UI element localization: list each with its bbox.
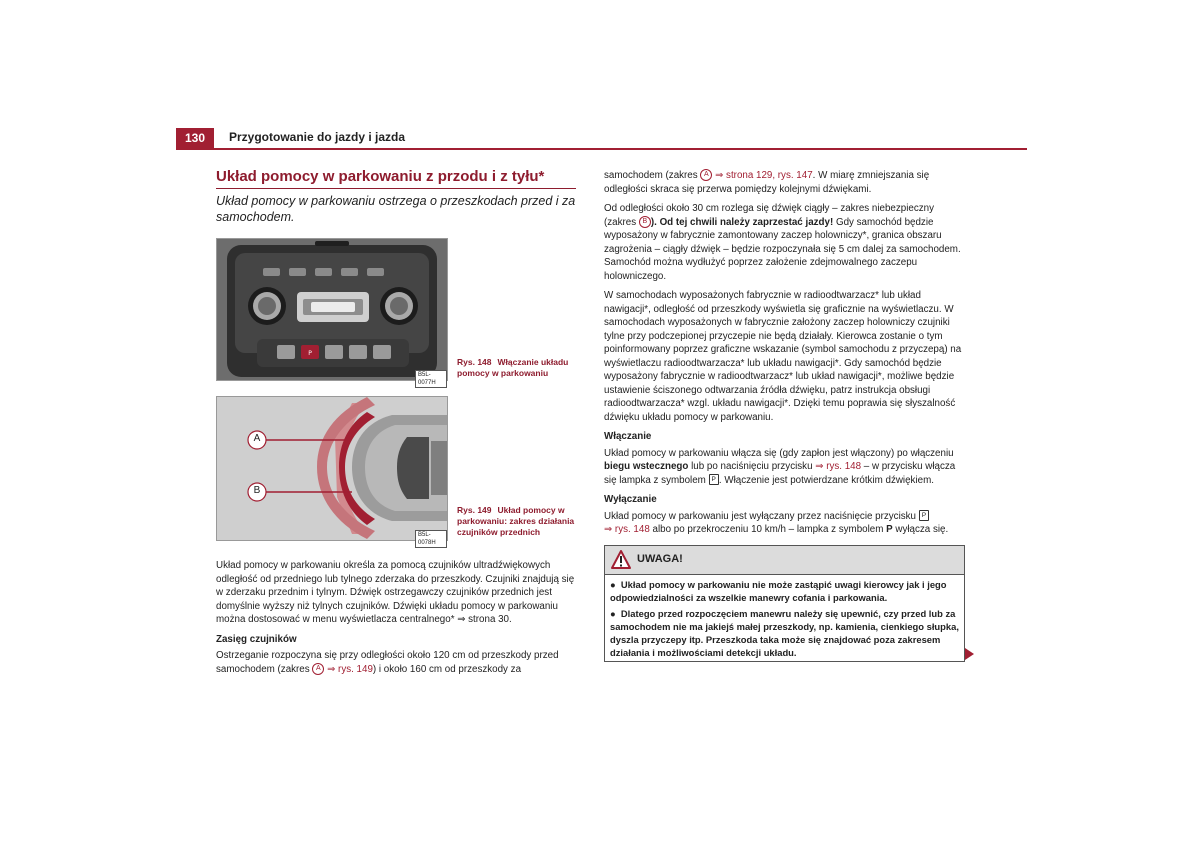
paragraph-display: W samochodach wyposażonych fabrycznie w radioodtwarzacz* lub układ nawigacji*, odległość od przeszkody wyświetla się graficznie na wyświetlaczu. W samochodach wyposażonych w fabrycznie założony zaczep holowniczy czujniki tylne przy podczepionej przyczepie nie będą działały. Kierowca zostanie o tym poinformowany poprzez graficzne wskazanie (symbol samochodu z przyczepą) na wyświetlaczu radioodtwarzacza* lub układu nawigacji*. Gdy samochód będzie wyposażony fabrycznie w radioodtwarzacz* lub układ nawigacji*, możliwe będzie ustawienie ściszonego odtwarzania źródła dźwięku, patrz instrukcja obsługi radioodtwarzacza* wzgl. układu nawigacji*. Dzięki temu poprawia się słyszalność dźwięku układu pomocy w parkowaniu. — [604, 290, 962, 423]
paragraph-wylaczanie — [604, 510, 966, 537]
zasieg-text-b: ) i około 160 cm od przeszkody za — [372, 663, 522, 675]
section-title: Układ pomocy w parkowaniu z przodu i z tyłu* — [216, 168, 545, 185]
header-rule — [176, 148, 1027, 150]
parking-symbol-icon: P — [886, 524, 893, 535]
p2-warning-bold: ). Od tej chwili należy zaprzestać jazdy! — [650, 216, 834, 228]
warning-header — [605, 546, 964, 575]
paragraph-range-b — [604, 202, 966, 283]
p1-text-a: samochodem (zakres — [604, 170, 698, 181]
warning-body — [605, 575, 964, 659]
link-rys-149[interactable]: ⇒ rys. 149 — [327, 663, 373, 675]
zasieg-text-a: Ostrzeganie rozpoczyna się przy odległości około 120 cm od przeszkody przed samochodem (zakres — [216, 650, 559, 675]
figure-148-code: B5L-0077H — [415, 370, 447, 388]
p1-text-b: . W miarę zmniejszania się odległości skraca się przerwa pomiędzy kolejnymi dźwiękami. — [604, 170, 930, 195]
wl-text-c: – w przycisku włącza się lampka z symbolem — [604, 461, 956, 486]
warning-item-text: Dlatego przed rozpoczęciem manewru należy się upewnić, czy przed lub za samochodem nie ma jakiejś małej przeszkody, np. kamienia, cienkiego słupka, dyszla przyczepy itp. Przeszkoda taka może się znajdować poza zakresem działania i możliwościami detekcji układu. — [610, 608, 959, 658]
section-rule — [216, 188, 576, 189]
wl-bold: biegu wstecznego — [604, 461, 689, 472]
warning-triangle-icon — [611, 550, 631, 569]
paragraph-sensors: Układ pomocy w parkowaniu określa za pomocą czujników ultradźwiękowych odległość od przedniego lub tylnego zderzaka do przeszkody. Czujniki znajdują się w zderzaku przednim i tylnym. Dźwięk ostrzegawczy czujników przednich jest domyślnie wyższy niż tylnych czujników. Dźwięki układu pomocy w parkowaniu można dostosować w menu wyświetlacza centralnego* ⇒ strona 30. — [216, 560, 575, 625]
figure-148-caption-text: Włączanie układu pomocy w parkowaniu — [457, 357, 569, 378]
zone-b-symbol: B — [639, 216, 651, 228]
figure-149-caption-text: Układ pomocy w parkowaniu: zakres działania czujników przednich — [457, 505, 575, 537]
zone-a-symbol: A — [312, 663, 324, 675]
warning-item — [610, 607, 960, 659]
link-strona-129[interactable]: ⇒ strona 129, rys. 147 — [715, 170, 813, 181]
figure-149-label: Rys. 149 — [457, 505, 492, 515]
parking-key-icon: P — [919, 510, 929, 521]
p2-text-a: Od odległości około 30 cm rozlega się dźwięk ciągły – zakres niebezpieczny (zakres — [604, 203, 934, 228]
wl-text-d: . Włączenie jest potwierdzane krótkim dźwiękiem. — [718, 474, 934, 486]
figure-149-code: B5L-0078H — [415, 530, 447, 548]
wl-text-a: Układ pomocy w parkowaniu włącza się (gdy zapłon jest włączony) po włączeniu — [604, 447, 954, 459]
continue-arrow-icon — [965, 648, 974, 660]
p2-text-b: Gdy samochód będzie wyposażony w fabrycznie zamontowany zaczep holowniczy*, granica obszaru zagrożenia – ciągły dźwięk – będzie rozpoczynała się 5 cm dalej za samochodem. Samochód można wydłużyć poprzez założenie zdejmowalnego zaczepu holowniczego. — [604, 216, 961, 282]
figure-149 — [216, 396, 448, 546]
heading-wlaczanie: Włączanie — [604, 431, 652, 442]
figure-149-caption — [457, 505, 582, 538]
zone-a-marker: A — [253, 433, 261, 444]
zone-a-symbol: A — [700, 169, 712, 181]
running-header: Przygotowanie do jazdy i jazda — [229, 130, 406, 144]
heading-wylaczanie: Wyłączanie — [604, 494, 657, 505]
climate-panel-illustration — [217, 239, 447, 380]
paragraph-wlaczanie — [604, 447, 966, 488]
wy-text-c: wyłącza się. — [892, 524, 949, 535]
paragraph-range-a — [604, 169, 966, 196]
warning-item — [610, 578, 960, 604]
figure-148 — [216, 238, 448, 386]
bullet-icon: ● — [610, 608, 616, 619]
figure-148-caption — [457, 357, 582, 379]
warning-title: UWAGA! — [637, 553, 683, 565]
parking-key-icon: P — [709, 474, 719, 485]
warning-item-text: Układ pomocy w parkowaniu nie może zastąpić uwagi kierowcy jak i jego odpowiedzialności za wszelkie manewry cofania i parkowania. — [610, 579, 947, 603]
page-number: 130 — [176, 128, 214, 148]
link-rys-148[interactable]: ⇒ rys. 148 — [815, 461, 862, 472]
warning-box — [604, 545, 965, 662]
zone-b-marker: B — [253, 485, 261, 496]
link-rys-148[interactable]: ⇒ rys. 148 — [604, 524, 650, 535]
left-column-text — [216, 559, 578, 682]
right-column-text — [604, 169, 966, 543]
wy-text-b: albo po przekroczeniu 10 km/h – lampka z symbolem — [649, 524, 884, 535]
figure-148-label: Rys. 148 — [457, 357, 492, 367]
section-intro: Układ pomocy w parkowaniu ostrzega o przeszkodach przed i za samochodem. — [216, 194, 576, 224]
paragraph-zasieg — [216, 649, 578, 676]
bullet-icon: ● — [610, 579, 616, 590]
wl-text-b: lub po naciśnięciu przycisku — [688, 461, 813, 472]
sensor-range-illustration — [217, 397, 447, 540]
heading-zasieg: Zasięg czujników — [216, 633, 297, 645]
svg-text:P: P — [308, 350, 312, 357]
wy-text-a: Układ pomocy w parkowaniu jest wyłączany przez naciśnięcie przycisku — [604, 510, 916, 522]
